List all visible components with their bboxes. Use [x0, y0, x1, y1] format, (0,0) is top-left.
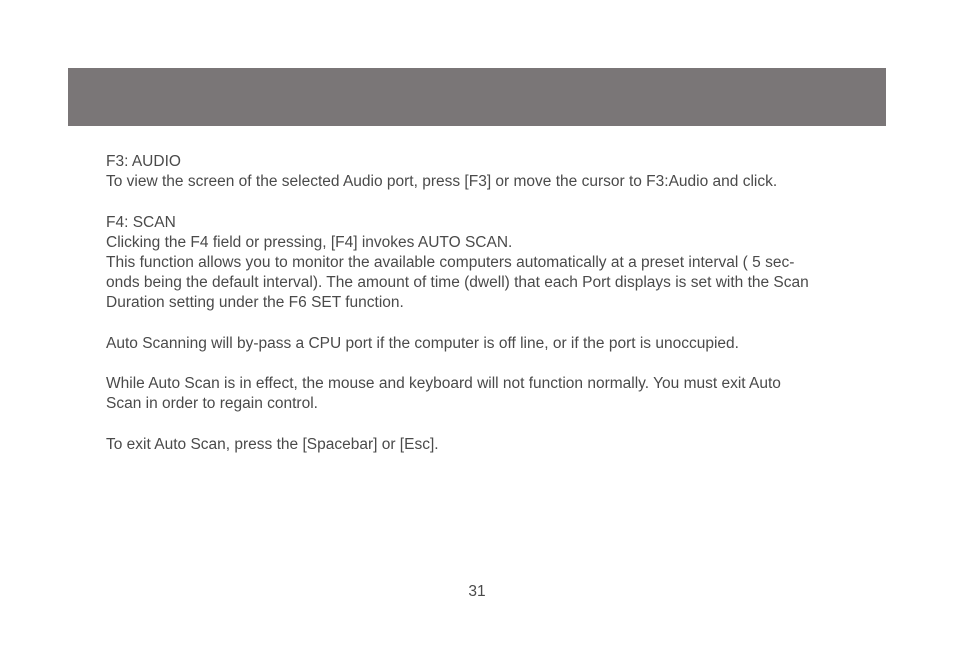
paragraph-gap	[106, 415, 856, 435]
page-number: 31	[468, 583, 486, 600]
f3-description: To view the screen of the selected Audio port, press [F3] or move the cursor to F3:Audio and click.	[106, 173, 778, 191]
effect-paragraph-2: Scan in order to regain control.	[106, 395, 318, 413]
f4-description-4: Duration setting under the F6 SET function.	[106, 294, 404, 312]
f3-heading: F3: AUDIO	[106, 153, 181, 170]
effect-paragraph-1: While Auto Scan is in effect, the mouse and keyboard will not function normally. You must exit Auto	[106, 375, 781, 393]
f4-description-3: onds being the default interval). The amount of time (dwell) that each Port displays is set with the Scan	[106, 274, 809, 292]
exit-paragraph: To exit Auto Scan, press the [Spacebar] or [Esc].	[106, 435, 439, 453]
f4-heading: F4: SCAN	[106, 213, 176, 231]
f4-description-2: This function allows you to monitor the available computers automatically at a preset interval ( 5 sec-	[106, 254, 795, 271]
paragraph-gap	[106, 192, 856, 212]
header-bar	[68, 68, 886, 126]
f4-description-1: Clicking the F4 field or pressing, [F4] invokes AUTO SCAN.	[106, 233, 513, 251]
bypass-paragraph: Auto Scanning will by-pass a CPU port if the computer is off line, or if the port is unoccupied.	[106, 334, 739, 352]
paragraph-gap	[106, 314, 856, 334]
paragraph-gap	[106, 354, 856, 374]
page-content	[106, 152, 856, 455]
